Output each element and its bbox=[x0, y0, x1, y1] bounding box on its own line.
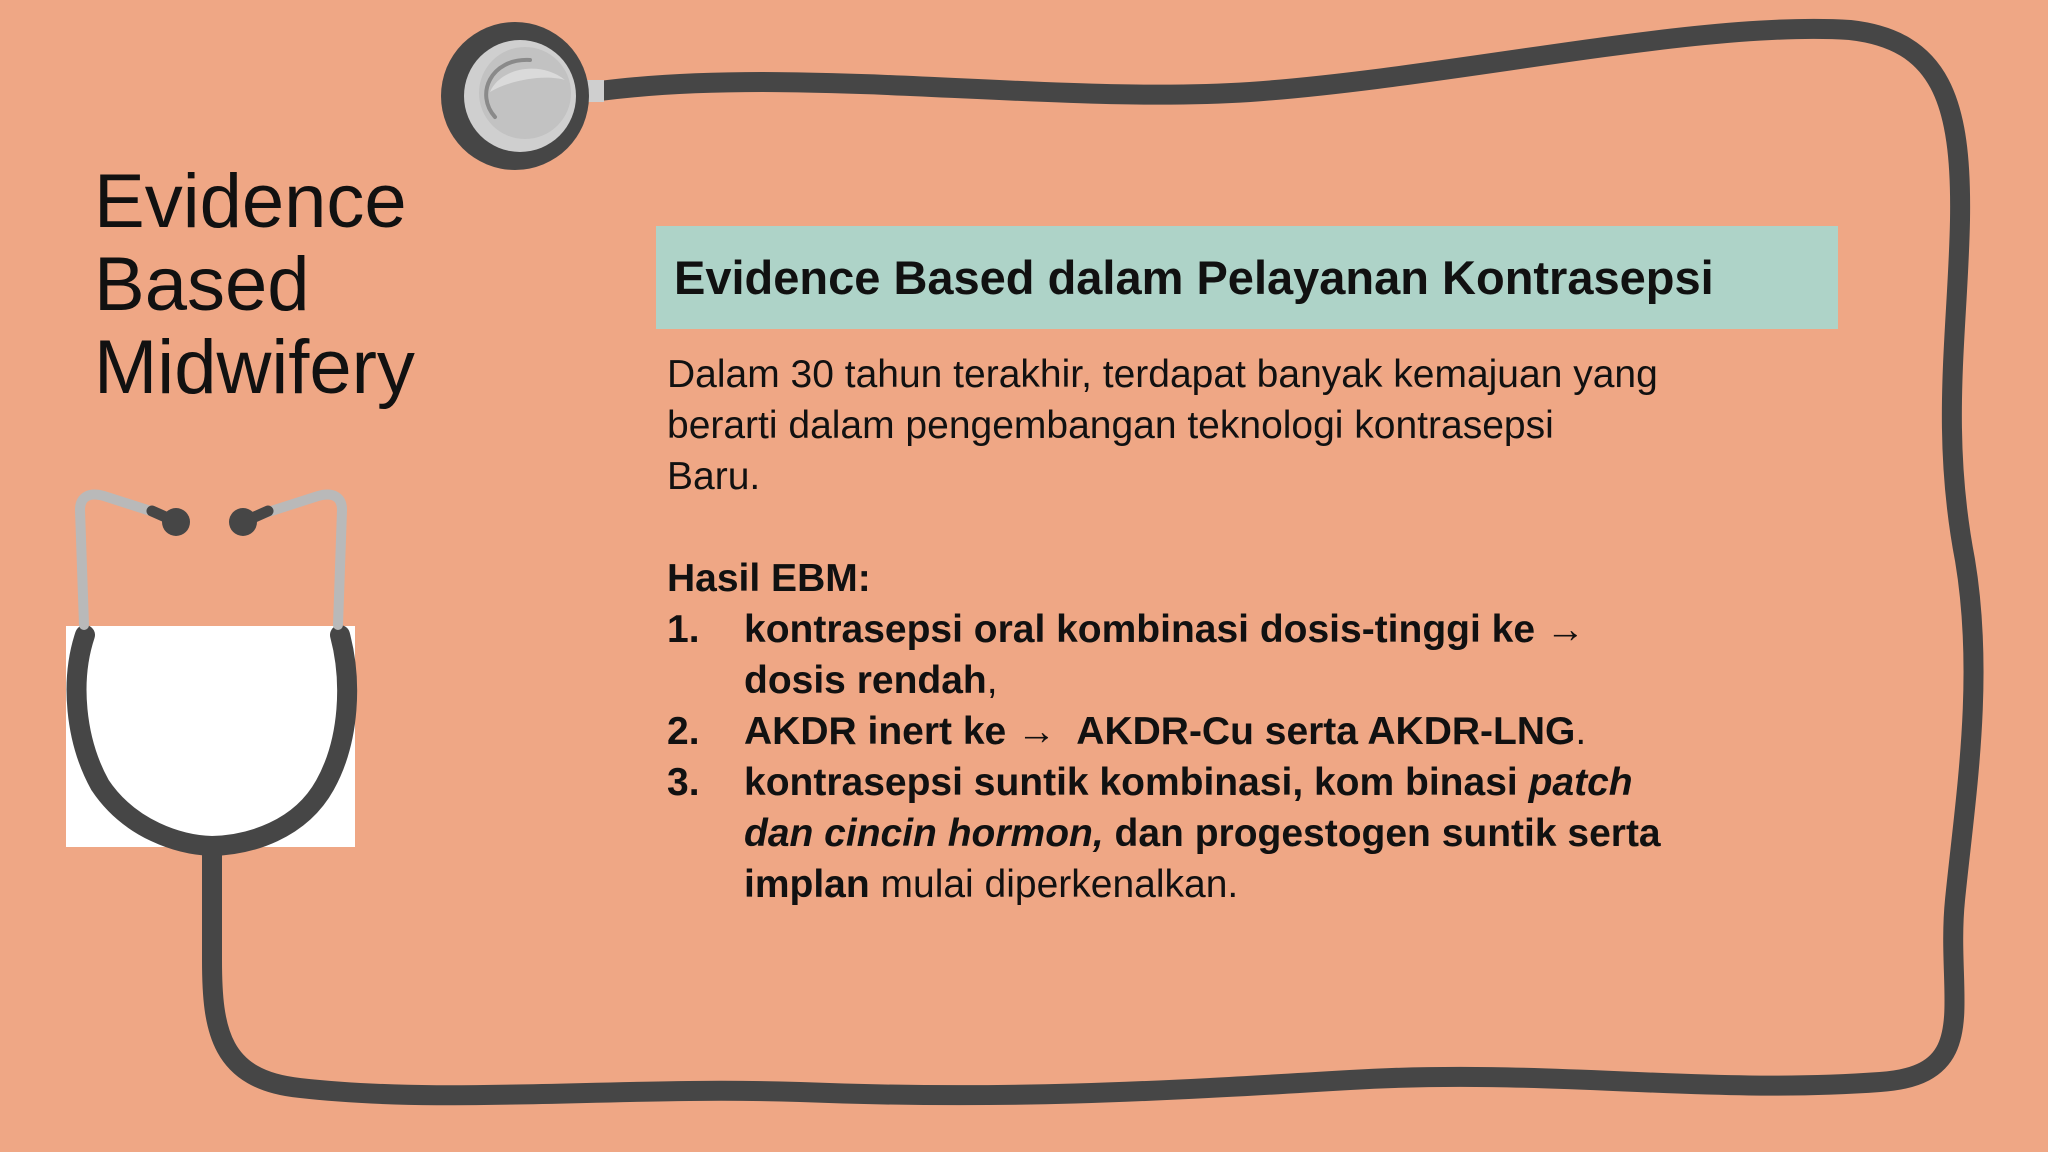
side-title-line: Midwifery bbox=[94, 325, 415, 410]
intro-line: Baru. bbox=[667, 455, 761, 498]
item-line bbox=[744, 808, 1807, 859]
slide-title-banner bbox=[656, 226, 1838, 329]
list-number: 3. bbox=[667, 761, 700, 804]
item-bold-italic-text: dan cincin hormon, bbox=[744, 812, 1104, 855]
earpiece-left-tip bbox=[162, 508, 190, 536]
list-number: 1. bbox=[667, 608, 700, 651]
item-line bbox=[744, 655, 1807, 706]
result-list bbox=[667, 604, 1807, 910]
item-tail-text: , bbox=[986, 659, 998, 702]
item-line bbox=[744, 859, 1807, 910]
slide-body bbox=[667, 349, 1807, 910]
item-bold-text: implan bbox=[744, 863, 870, 906]
side-title bbox=[94, 160, 415, 409]
item-bold-text: kontrasepsi suntik kombinasi, kom binasi bbox=[744, 761, 1529, 804]
list-item bbox=[667, 757, 1807, 910]
intro-line: berarti dalam pengembangan teknologi kontrasepsi bbox=[667, 404, 1554, 447]
list-item bbox=[667, 706, 1807, 757]
item-bold-text: dosis rendah bbox=[744, 659, 987, 702]
paragraph-gap bbox=[667, 502, 1807, 553]
earpiece-right-tip bbox=[229, 508, 257, 536]
item-line bbox=[744, 757, 1807, 808]
slide-title: Evidence Based dalam Pelayanan Kontrasepsi bbox=[674, 251, 1714, 304]
item-line: kontrasepsi oral kombinasi dosis-tinggi ke → bbox=[744, 608, 1585, 651]
side-title-line: Based bbox=[94, 242, 310, 327]
item-bold-text: AKDR inert ke → AKDR-Cu serta AKDR-LNG bbox=[744, 710, 1576, 753]
list-item bbox=[667, 604, 1807, 706]
item-bold-italic-text: patch bbox=[1528, 761, 1633, 804]
earpiece-right-tube bbox=[262, 495, 342, 625]
intro-line: Dalam 30 tahun terakhir, terdapat banyak kemajuan yang bbox=[667, 353, 1658, 396]
item-tail-text: mulai diperkenalkan. bbox=[869, 863, 1239, 906]
intro-paragraph bbox=[667, 349, 1807, 502]
side-title-line: Evidence bbox=[94, 159, 407, 244]
item-line bbox=[744, 706, 1807, 757]
result-heading: Hasil EBM: bbox=[667, 557, 871, 600]
item-tail-text: . bbox=[1575, 710, 1587, 753]
item-bold-text: dan progestogen suntik serta bbox=[1103, 812, 1661, 855]
list-number: 2. bbox=[667, 710, 700, 753]
